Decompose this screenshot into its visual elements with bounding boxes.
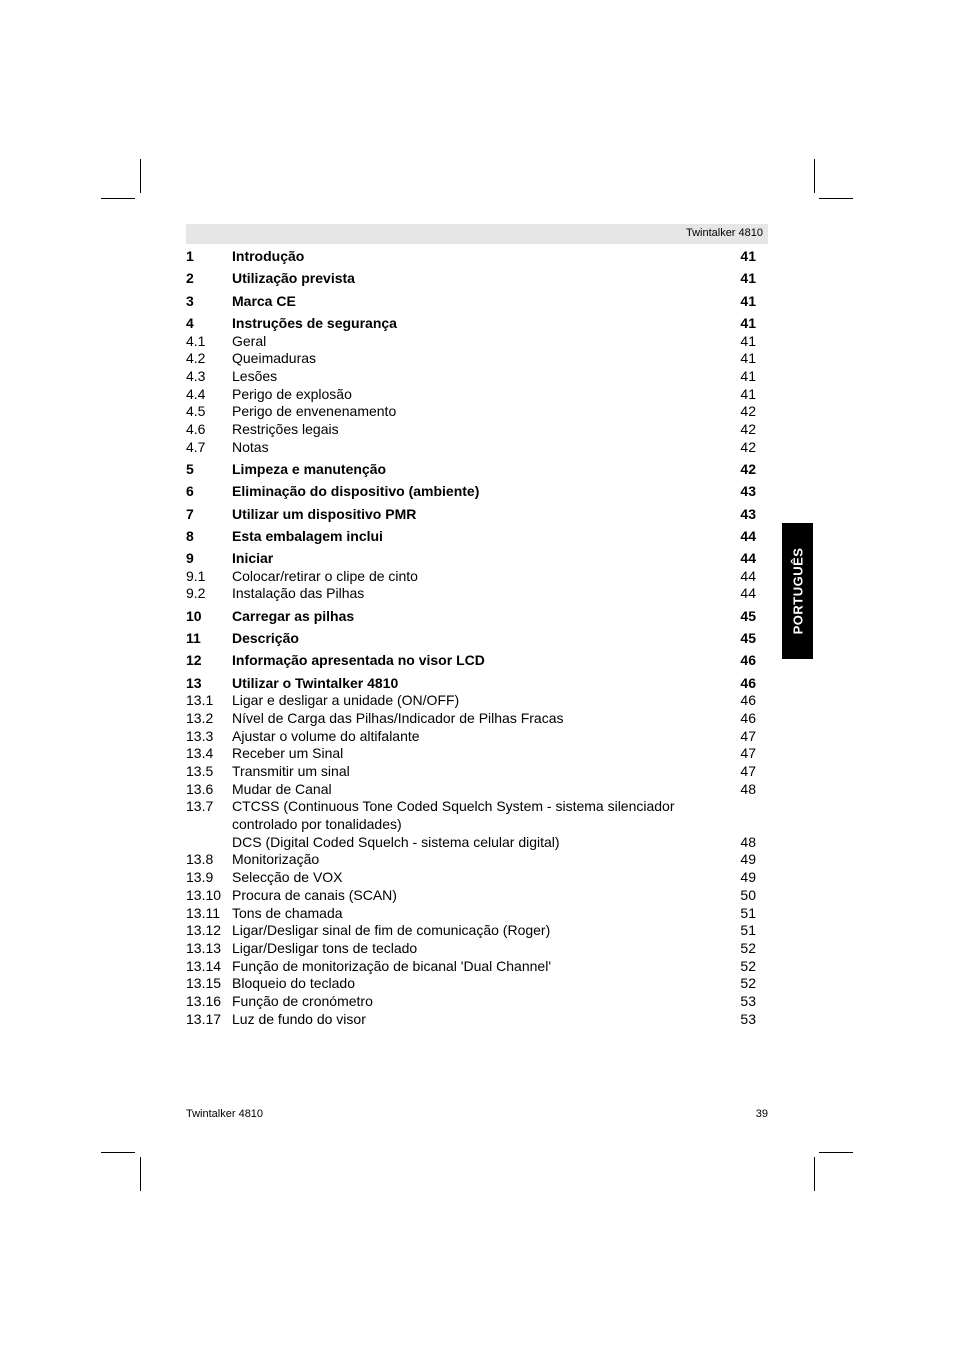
toc-title: Iniciar (232, 550, 274, 567)
toc-title: Informação apresentada no visor LCD (232, 652, 485, 669)
crop-mark (819, 198, 853, 199)
toc-page: 47 (740, 763, 756, 779)
toc-number: 13.12 (186, 922, 222, 939)
toc-title: Limpeza e manutenção (232, 460, 387, 477)
toc-row (186, 887, 756, 905)
toc-row (186, 421, 756, 439)
toc-page: 49 (740, 869, 756, 886)
toc-page: 48 (740, 780, 756, 797)
toc-page: 44 (740, 527, 756, 544)
footer-title: Twintalker 4810 (186, 1108, 264, 1120)
toc-page: 41 (740, 385, 756, 402)
toc-page: 41 (740, 248, 756, 264)
toc-row (186, 652, 756, 670)
toc-number: 3 (186, 292, 194, 309)
toc-number: 13.6 (186, 780, 214, 797)
toc-number: 4.3 (186, 367, 206, 384)
toc-page: 42 (740, 438, 756, 455)
toc-title: Carregar as pilhas (232, 607, 355, 624)
toc-row (186, 975, 756, 993)
toc-title: Função de cronómetro (232, 992, 373, 1009)
toc-page: 41 (740, 314, 756, 331)
toc-row (186, 585, 756, 603)
toc-row (186, 675, 756, 693)
toc-number: 8 (186, 527, 194, 544)
toc-title: Instruções de segurança (232, 314, 397, 331)
language-tab-label: PORTUGUÊS (790, 547, 805, 635)
toc-title: Utilização prevista (232, 270, 355, 287)
toc-number: 4.7 (186, 438, 206, 455)
toc-number: 2 (186, 270, 194, 287)
toc-row (186, 958, 756, 976)
toc-page: 52 (740, 957, 756, 974)
toc-row (186, 270, 756, 288)
toc-row (186, 869, 756, 887)
toc-row (186, 1011, 756, 1029)
toc-page: 41 (740, 292, 756, 309)
toc-row (186, 248, 756, 266)
toc-page: 53 (740, 1010, 756, 1027)
toc-page: 49 (740, 851, 756, 868)
toc-title: Ligar/Desligar sinal de fim de comunicação (Roger) (232, 922, 551, 939)
toc-number: 13.16 (186, 992, 222, 1009)
toc-page: 46 (740, 652, 756, 669)
toc-row (186, 461, 756, 479)
toc-page: 52 (740, 975, 756, 992)
toc-title: Queimaduras (232, 350, 317, 367)
table-of-contents (186, 248, 756, 1028)
toc-row (186, 608, 756, 626)
toc-title: Esta embalagem inclui (232, 527, 383, 544)
toc-row (186, 922, 756, 940)
crop-mark (101, 1152, 135, 1153)
toc-page: 43 (740, 483, 756, 500)
toc-title: Restrições legais (232, 420, 339, 437)
toc-number: 12 (186, 652, 202, 669)
toc-page: 53 (740, 992, 756, 1009)
toc-row (186, 315, 756, 333)
toc-number: 13.11 (186, 904, 220, 921)
toc-row (186, 728, 756, 746)
toc-title: Perigo de envenenamento (232, 403, 397, 420)
toc-number: 13.5 (186, 763, 214, 779)
toc-title: Nível de Carga das Pilhas/Indicador de Pilhas Fracas (232, 709, 564, 726)
toc-number: 4 (186, 314, 194, 331)
toc-title: Função de monitorização de bicanal 'Dual Channel' (232, 957, 551, 974)
crop-mark (819, 1152, 853, 1153)
toc-title: DCS (Digital Coded Squelch - sistema celular digital) (232, 833, 560, 850)
toc-number: 6 (186, 483, 194, 500)
toc-title: Descrição (232, 630, 299, 646)
toc-row (186, 816, 756, 834)
toc-number: 10 (186, 607, 202, 624)
toc-page: 46 (740, 709, 756, 726)
toc-title: Instalação das Pilhas (232, 585, 365, 602)
toc-page: 44 (740, 567, 756, 584)
toc-row (186, 506, 756, 524)
toc-row (186, 905, 756, 923)
toc-row (186, 483, 756, 501)
toc-number: 13.9 (186, 869, 214, 886)
toc-title: Monitorização (232, 851, 320, 868)
crop-mark (140, 159, 141, 193)
toc-page: 42 (740, 403, 756, 420)
toc-row (186, 630, 756, 648)
toc-number: 13 (186, 674, 202, 691)
toc-number: 13.7 (186, 798, 214, 815)
toc-row (186, 386, 756, 404)
toc-title: Utilizar um dispositivo PMR (232, 505, 417, 522)
toc-row (186, 293, 756, 311)
footer-page-number: 39 (755, 1108, 768, 1120)
header-title: Twintalker 4810 (685, 227, 763, 239)
toc-number: 13.10 (186, 886, 222, 903)
toc-number: 4.5 (186, 403, 206, 420)
toc-title: Ajustar o volume do altifalante (232, 727, 420, 744)
toc-number: 4.4 (186, 385, 206, 402)
toc-page: 47 (740, 745, 756, 762)
toc-row (186, 940, 756, 958)
toc-page: 45 (740, 607, 756, 624)
crop-mark (101, 198, 135, 199)
toc-number: 4.2 (186, 350, 206, 367)
toc-row (186, 993, 756, 1011)
toc-page: 41 (740, 350, 756, 367)
toc-row (186, 781, 756, 799)
toc-row (186, 798, 756, 816)
toc-title: Eliminação do dispositivo (ambiente) (232, 483, 480, 500)
toc-number: 4.1 (186, 332, 206, 349)
toc-row (186, 528, 756, 546)
toc-page: 42 (740, 460, 756, 477)
toc-page: 41 (740, 270, 756, 287)
toc-number: 7 (186, 505, 194, 522)
toc-page: 46 (740, 674, 756, 691)
toc-number: 9.2 (186, 585, 206, 602)
crop-mark (814, 159, 815, 193)
toc-title: Lesões (232, 367, 278, 384)
toc-number: 13.2 (186, 709, 214, 726)
toc-page: 44 (740, 550, 756, 567)
toc-number: 13.15 (186, 975, 222, 992)
toc-page: 41 (740, 367, 756, 384)
crop-mark (814, 1157, 815, 1191)
toc-title: Bloqueio do teclado (232, 975, 355, 992)
toc-title: Transmitir um sinal (232, 763, 350, 779)
toc-title: Introdução (232, 248, 305, 264)
toc-number: 13.1 (186, 692, 214, 709)
toc-title: Mudar de Canal (232, 780, 332, 797)
toc-title: Utilizar o Twintalker 4810 (232, 674, 399, 691)
toc-title: Tons de chamada (232, 904, 343, 921)
toc-title: Procura de canais (SCAN) (232, 886, 397, 903)
toc-title: Ligar/Desligar tons de teclado (232, 939, 418, 956)
toc-row (186, 350, 756, 368)
toc-title: Receber um Sinal (232, 745, 344, 762)
toc-page: 41 (740, 332, 756, 349)
toc-title: Colocar/retirar o clipe de cinto (232, 567, 418, 584)
toc-row (186, 710, 756, 728)
toc-row (186, 333, 756, 351)
toc-row (186, 568, 756, 586)
toc-number: 5 (186, 460, 194, 477)
toc-row (186, 763, 756, 781)
crop-mark (140, 1157, 141, 1191)
toc-number: 13.8 (186, 851, 214, 868)
toc-page: 51 (740, 904, 756, 921)
toc-title: Notas (232, 438, 269, 455)
toc-title: Perigo de explosão (232, 385, 352, 402)
toc-page: 48 (740, 833, 756, 850)
toc-page: 50 (740, 886, 756, 903)
toc-page: 43 (740, 505, 756, 522)
toc-page: 46 (740, 692, 756, 709)
toc-row (186, 550, 756, 568)
toc-title: Luz de fundo do visor (232, 1010, 366, 1027)
toc-number: 9.1 (186, 567, 206, 584)
toc-title: Marca CE (232, 292, 296, 309)
toc-row (186, 745, 756, 763)
toc-row (186, 834, 756, 852)
toc-number: 13.14 (186, 957, 222, 974)
toc-title: Ligar e desligar a unidade (ON/OFF) (232, 692, 460, 709)
toc-page: 45 (740, 630, 756, 646)
toc-page: 51 (740, 922, 756, 939)
toc-page: 47 (740, 727, 756, 744)
toc-number: 13.13 (186, 939, 222, 956)
page-header (186, 224, 768, 244)
language-tab (782, 523, 813, 659)
toc-title: Geral (232, 332, 267, 349)
toc-number: 4.6 (186, 420, 206, 437)
toc-page: 52 (740, 939, 756, 956)
toc-row (186, 692, 756, 710)
toc-number: 1 (186, 248, 194, 264)
toc-page: 42 (740, 420, 756, 437)
toc-row (186, 403, 756, 421)
toc-row (186, 439, 756, 457)
toc-number: 13.4 (186, 745, 214, 762)
toc-number: 9 (186, 550, 194, 567)
toc-number: 13.3 (186, 727, 214, 744)
toc-title: Selecção de VOX (232, 869, 343, 886)
toc-page: 44 (740, 585, 756, 602)
toc-title: controlado por tonalidades) (232, 816, 402, 833)
toc-title: CTCSS (Continuous Tone Coded Squelch System - sistema silenciador (232, 798, 675, 815)
toc-row (186, 368, 756, 386)
toc-number: 13.17 (186, 1010, 222, 1027)
toc-row (186, 851, 756, 869)
toc-number: 11 (186, 630, 201, 646)
